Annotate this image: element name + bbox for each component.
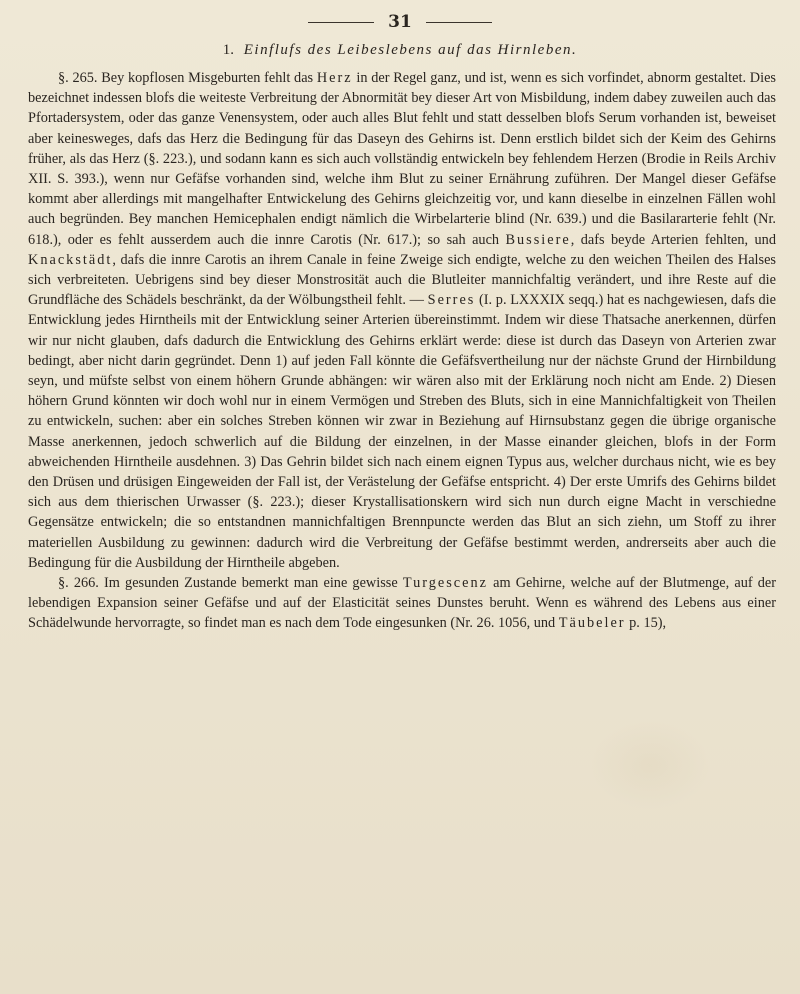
text-run: , dafs die innre Carotis an ihrem Canale in feine Zweige sich endigte, welche zu den weichen Theilen des Halses sich verbreiteten. Uebrigens sind bey dieser Monstrosität auch die Blutleiter mannichfaltig verändert, und ihre Reste auf die Grundfläche des Schädels beschränkt, da der Wölbungstheil fehlt. — xyxy=(28,251,776,309)
page-number: 31 xyxy=(388,12,412,32)
spaced-name: Täubeler xyxy=(558,615,626,632)
section-title: Einflufs des Leibeslebens auf das Hirnleben. xyxy=(243,42,578,58)
text-run: (I. p. LXXXIX seqq.) hat es nachgewiesen, dafs die Entwicklung jedes Hirntheils mit der Entwicklung seiner Arterien übereinstimmt. Indem wir diese Thatsache anerkennen, dürfen wir nur nicht glauben, dafs dadurch die Entwicklung des Gehirns erklärt werde: diese ist durch das Daseyn von Arterien zwar bedingt, aber nicht darin gegründet. Denn 1) auf jeden Fall könnte die Gefäfsvertheilung nur der nächste Grund der Hirnbildung seyn, und müfste selbst von einem höhern Grunde abhängen: wir wären also mit der Erklärung noch nicht am Ende. 2) Diesen höhern Grund könnten wir doch wohl nur in einem Vermögen und Streben des Bluts, sich in eine Mannichfaltigkeit von Theilen zu entwickeln, suchen: aber ein solches Streben können wir zwar in Beziehung auf Hirnsubstanz gegen die übrige organische Masse anerkennen, jedoch schwerlich auf die Bildung der einzelnen, in der Masse einander gleichen, blofs in der Form abweichenden Hirntheile ausdehnen. 3) Das Gehrin bildet sich nach einem eignen Typus aus, welcher durchaus nicht, wie es bey den Drüsen und drüsigen Eingeweiden der Fall ist, der Verästelung der Gefäfse entspricht. 4) Der erste Umrifs des Gehirns bildet sich aus dem thierischen Urwasser (§. 223.); dieser Krystallisationskern wird sich nun durch eigne Macht in verschiedne Gegensätze entwickeln; die so entstandnen mannichfaltigen Brennpuncte werden das Blut an sich ziehn, um Stoff zu ihrer materiellen Ausbildung zu gewinnen: dadurch wird die Verbreitung der Gefäfse bestimmt werden, andrerseits aber auch die Bedingung für die Ausbildung der Hirntheile abgeben. xyxy=(28,292,776,571)
paragraph-265 xyxy=(28,68,776,573)
text-run: am Gehirne, welche auf der Blutmenge, auf der lebendigen Expansion seiner Gefäfse und auf der Elasticität seines Dunstes beruht. Wenn es während des Lebens aus einer Schädelwunde hervorragte, so findet man es nach dem Tode eingesunken (Nr. 26. 1056, und xyxy=(28,575,776,632)
spaced-name: Bussiere xyxy=(505,231,571,248)
text-run: in der Regel ganz, und ist, wenn es sich vorfindet, abnorm gestaltet. Dies bezeichnet indessen blofs die weiteste Verbreitung der Abnormität bey dieser Art von Misbildung, indem dabey zuweilen auch das Pfortadersystem, oder das ganze Venensystem, oder auch alles Blut fehlt und statt desselben blofs Serum vorhanden ist, beweiset aber keinesweges, dafs das Herz die Bedingung für das Daseyn des Gehirns ist. Denn erstlich bildet sich der Keim des Gehirns früher, als das Herz (§. 223.), und sodann kann es sich auch vollständig entwickeln bey fehlendem Herzen (Brodie in Reils Archiv XII. S. 393.), wenn nur Gefäfse vorhanden sind, welche ihm Blut zu seiner Ernährung zuführen. Der Mangel dieser Gefäfse kommt aber allerdings mit mangelhafter Entwickelung des Gehirns gleichzeitig vor, und kann dieselbe in einzelnen Fällen wohl auch begründen. Bey manchen Hemicephalen endigt nämlich die Wirbelarterie blind (Nr. 639.) und die Basilararterie fehlt (Nr. 618.), oder es fehlt ausserdem auch die innre Carotis (Nr. 617.); so sah auch xyxy=(28,70,776,248)
spaced-name: Serres xyxy=(427,292,476,309)
spaced-name: Knackstädt xyxy=(28,251,113,268)
section-heading xyxy=(0,41,800,59)
page-header xyxy=(0,10,800,34)
header-rule-left xyxy=(308,22,374,23)
text-run: , dafs beyde Arterien fehlten, und xyxy=(570,231,776,248)
text-run: §. 265. Bey kopflosen Misgeburten fehlt das xyxy=(58,70,317,86)
paper-stain xyxy=(590,720,710,810)
section-number: 1. xyxy=(222,42,234,58)
spaced-name: Herz xyxy=(316,70,353,86)
text-run: p. 15), xyxy=(625,615,667,632)
text-run: §. 266. Im gesunden Zustande bemerkt man eine gewisse xyxy=(58,575,403,592)
body-text xyxy=(28,68,776,634)
paragraph-266 xyxy=(28,573,776,634)
spaced-name: Turgescenz xyxy=(402,575,488,592)
header-rule-right xyxy=(426,22,492,23)
